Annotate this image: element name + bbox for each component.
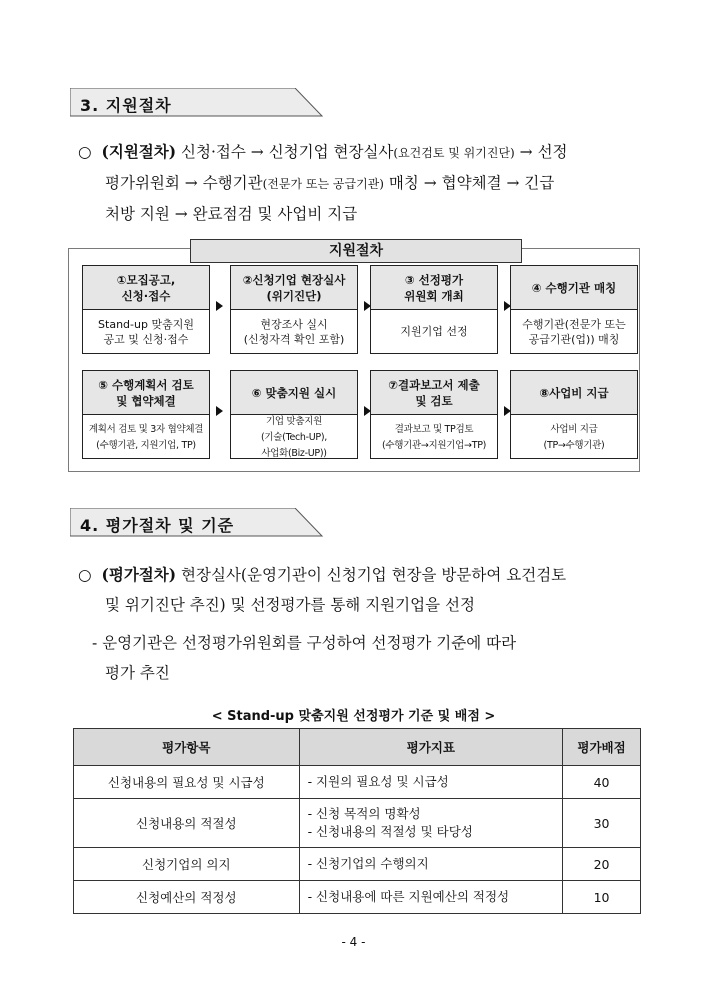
table-header-row bbox=[74, 729, 641, 766]
header-item: 평가항목 bbox=[74, 729, 300, 766]
indicator-line: - 신청기업의 수행의지 bbox=[307, 856, 429, 871]
text-line: 평가위원회 → 수행기관 bbox=[105, 174, 263, 192]
cell-item: 신청내용의 적절성 bbox=[74, 799, 300, 848]
indicator-line: - 신청내용의 적절성 및 타당성 bbox=[307, 824, 473, 839]
bullet-icon: ○ bbox=[78, 143, 92, 161]
section-4-header bbox=[70, 508, 320, 538]
section-3-paragraph bbox=[78, 137, 648, 229]
text-line: → 선정 bbox=[519, 143, 568, 161]
cell-indicator bbox=[299, 881, 563, 914]
text-line: 매칭 → 협약체결 → 긴급 bbox=[388, 174, 555, 192]
text-line: 평가 추진 bbox=[105, 664, 170, 682]
process-step-description: Stand-up 맞춤지원 공고 및 신청·접수 bbox=[98, 317, 194, 346]
text-line: - 운영기관은 선정평가위원회를 구성하여 선정평가 기준에 따라 bbox=[92, 634, 517, 652]
text-small: (요건검토 및 위기진단) bbox=[393, 146, 515, 160]
text-line: 처방 지원 → 완료점검 및 사업비 지급 bbox=[105, 205, 358, 223]
cell-indicator bbox=[299, 766, 563, 799]
process-step-heading: ④ 수행기관 매칭 bbox=[511, 266, 637, 310]
process-step-heading: ③ 선정평가 위원회 개최 bbox=[371, 266, 497, 310]
process-step-description: 결과보고 및 TP검토 (수행기관→지원기업→TP) bbox=[381, 423, 487, 451]
indicator-line: - 지원의 필요성 및 시급성 bbox=[307, 774, 449, 789]
bullet-icon: ○ bbox=[78, 566, 92, 584]
text-small: (전문가 또는 공급기관) bbox=[262, 177, 384, 191]
process-step-1 bbox=[82, 265, 210, 354]
arrow-right-icon bbox=[216, 301, 223, 311]
process-step-heading: ②신청기업 현장실사 (위기진단) bbox=[231, 266, 357, 310]
lead-term: (지원절차) bbox=[101, 142, 177, 161]
page-number: - 4 - bbox=[341, 935, 366, 949]
process-step-3 bbox=[370, 265, 498, 354]
cell-item: 신청예산의 적정성 bbox=[74, 881, 300, 914]
cell-indicator bbox=[299, 848, 563, 881]
process-step-description: 수행기관(전문가 또는 공급기관(업)) 매칭 bbox=[522, 317, 626, 346]
section-4-subparagraph bbox=[92, 628, 662, 688]
cell-indicator bbox=[299, 799, 563, 848]
indicator-line: - 신청 목적의 명확성 bbox=[307, 806, 421, 821]
process-step-heading: ⑤ 수행계획서 검토 및 협약체결 bbox=[83, 371, 209, 415]
process-step-7 bbox=[370, 370, 498, 459]
process-step-heading: ⑥ 맞춤지원 실시 bbox=[231, 371, 357, 415]
text-line: 신청·접수 → 신청기업 현장실사 bbox=[181, 143, 394, 161]
section-3-header bbox=[70, 88, 320, 118]
process-step-description: 계획서 검토 및 3자 협약체결 (수행기관, 지원기업, TP) bbox=[88, 423, 204, 451]
header-score: 평가배점 bbox=[563, 729, 641, 766]
process-step-6 bbox=[230, 370, 358, 459]
text-line: 및 위기진단 추진) 및 선정평가를 통해 지원기업을 선정 bbox=[105, 596, 475, 614]
process-step-2 bbox=[230, 265, 358, 354]
process-step-heading: ①모집공고, 신청·접수 bbox=[83, 266, 209, 310]
section-4-title: 4. 평가절차 및 기준 bbox=[80, 516, 235, 535]
section-4-paragraph bbox=[78, 560, 648, 620]
process-step-description: 사업비 지급 (TP→수행기관) bbox=[543, 423, 605, 451]
cell-score: 20 bbox=[563, 848, 641, 881]
table-row bbox=[74, 848, 641, 881]
process-step-description: 지원기업 선정 bbox=[400, 325, 468, 338]
process-step-4 bbox=[510, 265, 638, 354]
process-step-8 bbox=[510, 370, 638, 459]
cell-item: 신청내용의 필요성 및 시급성 bbox=[74, 766, 300, 799]
table-row bbox=[74, 799, 641, 848]
table-row bbox=[74, 881, 641, 914]
process-step-heading: ⑧사업비 지급 bbox=[511, 371, 637, 415]
process-title: 지원절차 bbox=[190, 239, 522, 263]
section-3-title: 3. 지원절차 bbox=[80, 96, 172, 115]
cell-item: 신청기업의 의지 bbox=[74, 848, 300, 881]
process-step-5 bbox=[82, 370, 210, 459]
text-line: 현장실사(운영기관이 신청기업 현장을 방문하여 요건검토 bbox=[181, 566, 567, 584]
process-step-description: 기업 맞춤지원 (기술(Tech-UP), 사업화(Biz-UP)) bbox=[261, 415, 327, 459]
arrow-right-icon bbox=[216, 406, 223, 416]
table-row bbox=[74, 766, 641, 799]
evaluation-table bbox=[73, 728, 641, 914]
process-step-description: 현장조사 실시 (신청자격 확인 포함) bbox=[243, 317, 345, 346]
cell-score: 10 bbox=[563, 881, 641, 914]
header-indicator: 평가지표 bbox=[299, 729, 563, 766]
lead-term: (평가절차) bbox=[101, 565, 177, 584]
process-step-heading: ⑦결과보고서 제출 및 검토 bbox=[371, 371, 497, 415]
indicator-line: - 신청내용에 따른 지원예산의 적정성 bbox=[307, 889, 510, 904]
cell-score: 40 bbox=[563, 766, 641, 799]
cell-score: 30 bbox=[563, 799, 641, 848]
table-caption: < Stand-up 맞춤지원 선정평가 기준 및 배점 > bbox=[211, 709, 496, 724]
